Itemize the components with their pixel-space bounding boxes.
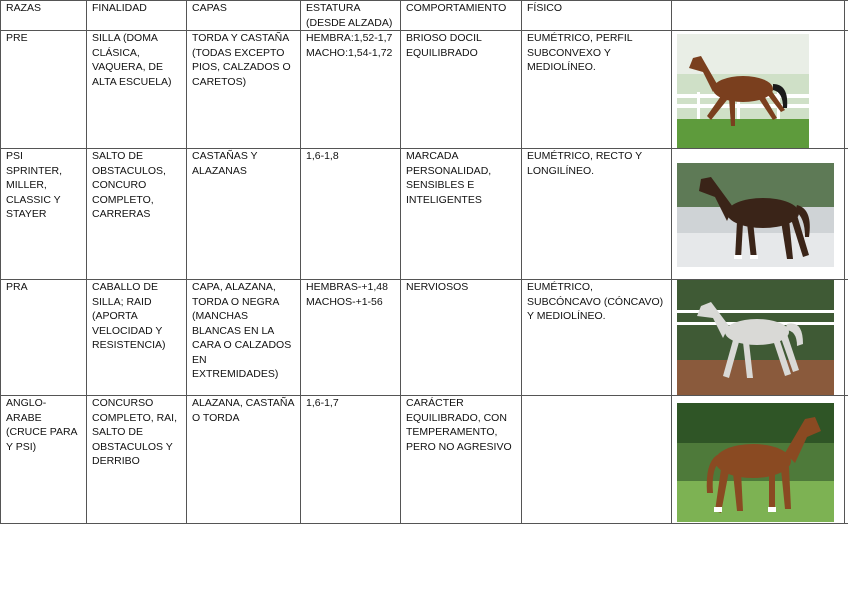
header-photo-column [672,1,845,31]
cell-finalidad: SILLA (DOMA CLÁSICA, VAQUERA, DE ALTA ESCUELA) [87,31,187,149]
horse-photo [677,34,809,149]
cell-estatura: 1,6-1,7 [301,396,401,524]
cell-raza: PSI SPRINTER, MILLER, CLASSIC Y STAYER [1,149,87,280]
table-row [1,149,848,280]
header-fisico: FÍSICO [522,1,672,31]
cell-photo [672,31,845,149]
header-finalidad: FINALIDAD [87,1,187,31]
cell-estatura: HEMBRA:1,52-1,7 MACHO:1,54-1,72 [301,31,401,149]
table-row [1,396,848,524]
cell-capas: CASTAÑAS Y ALAZANAS [187,149,301,280]
header-estatura: ESTATURA (DESDE ALZADA) [301,1,401,31]
horse-photo [677,280,834,396]
cell-raza: PRA [1,280,87,396]
cell-fisico: EUMÉTRICO, SUBCÓNCAVO (CÓNCAVO) Y MEDIOLÍNEO. [522,280,672,396]
cell-photo [672,396,845,524]
cell-raza: PRE [1,31,87,149]
cell-comportamiento: MARCADA PERSONALIDAD, SENSIBLES E INTELIGENTES [401,149,522,280]
horse-photo [677,163,834,267]
horse-photo [677,403,834,522]
cell-finalidad: CONCURSO COMPLETO, RAI, SALTO DE OBSTACULOS Y DERRIBO [87,396,187,524]
cell-capas: ALAZANA, CASTAÑA O TORDA [187,396,301,524]
cell-fisico: EUMÉTRICO, RECTO Y LONGILÍNEO. [522,149,672,280]
cell-comportamiento: NERVIOSOS [401,280,522,396]
cell-extra [845,149,848,280]
cell-capas: CAPA, ALAZANA, TORDA O NEGRA (MANCHAS BLANCAS EN LA CARA O CALZADOS EN EXTREMIDADES) [187,280,301,396]
header-extra-column [845,1,848,31]
cell-comportamiento: CARÁCTER EQUILIBRADO, CON TEMPERAMENTO, PERO NO AGRESIVO [401,396,522,524]
cell-photo [672,149,845,280]
header-row [1,1,848,31]
cell-raza: ANGLO-ARABE (CRUCE PARA Y PSI) [1,396,87,524]
header-comportamiento: COMPORTAMIENTO [401,1,522,31]
cell-comportamiento: BRIOSO DOCIL EQUILIBRADO [401,31,522,149]
cell-fisico: EUMÉTRICO, PERFIL SUBCONVEXO Y MEDIOLÍNEO. [522,31,672,149]
cell-finalidad: CABALLO DE SILLA; RAID (APORTA VELOCIDAD Y RESISTENCIA) [87,280,187,396]
table-row [1,31,848,149]
cell-photo [672,280,845,396]
cell-finalidad: SALTO DE OBSTACULOS, CONCURO COMPLETO, CARRERAS [87,149,187,280]
cell-fisico [522,396,672,524]
cell-extra [845,280,848,396]
cell-estatura: HEMBRAS-+1,48 MACHOS-+1-56 [301,280,401,396]
header-razas: RAZAS [1,1,87,31]
header-capas: CAPAS [187,1,301,31]
cell-estatura: 1,6-1,8 [301,149,401,280]
cell-extra [845,396,848,524]
table-row [1,280,848,396]
cell-capas: TORDA Y CASTAÑA (TODAS EXCEPTO PIOS, CALZADOS O CARETOS) [187,31,301,149]
cell-extra [845,31,848,149]
